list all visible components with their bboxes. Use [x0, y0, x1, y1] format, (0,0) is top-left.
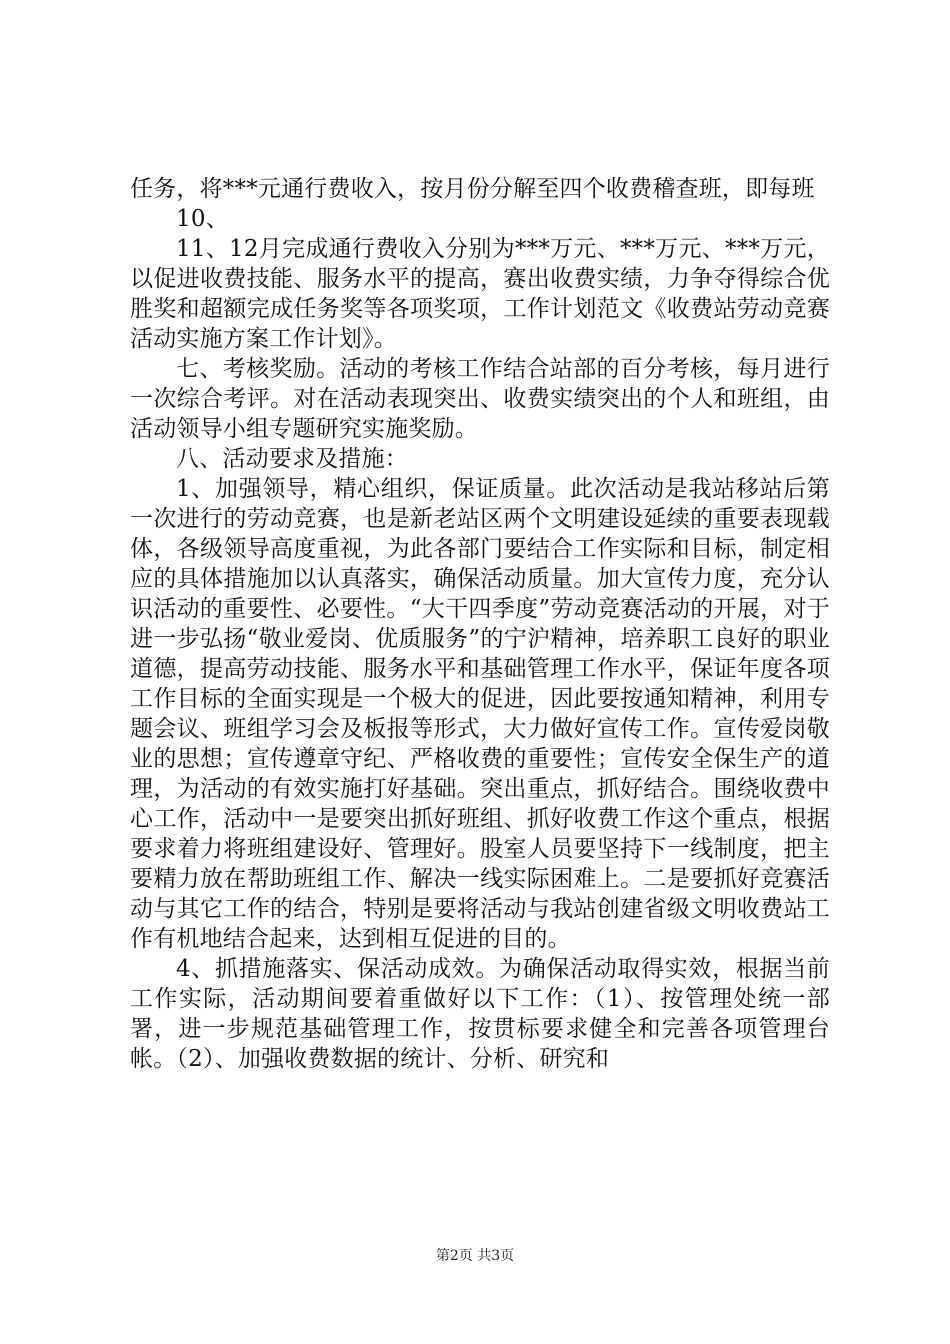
paragraph: 任务，将***元通行费收入，按月份分解至四个收费稽查班，即每班 — [130, 176, 815, 202]
paragraph: 4、抓措施落实、保活动成效。为确保活动取得实效，根据当前工作实际，活动期间要着重做好以下工作：（1）、按管理处统一部署，进一步规范基础管理工作，按贯标要求健全和完善各项管理台帐。（2）、加强收费数据的统计、分析、研究和 — [130, 956, 830, 1072]
paragraph: 10、 — [176, 206, 229, 232]
paragraph: 八、活动要求及措施： — [176, 446, 408, 472]
document-body — [130, 174, 830, 1074]
paragraph: 七、考核奖励。活动的考核工作结合站部的百分考核，每月进行一次综合考评。对在活动表现突出、收费实绩突出的个人和班组，由活动领导小组专题研究实施奖励。 — [130, 356, 830, 442]
paragraph: 11、12月完成通行费收入分别为***万元、***万元、***万元，以促进收费技能、服务水平的提高，赛出收费实绩，力争夺得综合优胜奖和超额完成任务奖等各项奖项，工作计划范文《收费站劳动竞赛活动实施方案工作计划》。 — [130, 236, 830, 352]
page-footer: 第2页 共3页 — [435, 1248, 515, 1264]
paragraph: 1、加强领导，精心组织，保证质量。此次活动是我站移站后第一次进行的劳动竞赛，也是新老站区两个文明建设延续的重要表现载体，各级领导高度重视，为此各部门要结合工作实际和目标，制定相应的具体措施加以认真落实，确保活动质量。加大宣传力度，充分认识活动的重要性、必要性。“大干四季度”劳动竞赛活动的开展，对于进一步弘扬“敬业爱岗、优质服务”的宁沪精神，培养职工良好的职业道德，提高劳动技能、服务水平和基础管理工作水平，保证年度各项工作目标的全面实现是一个极大的促进，因此要按通知精神，利用专题会议、班组学习会及板报等形式，大力做好宣传工作。宣传爱岗敬业的思想；宣传遵章守纪、严格收费的重要性；宣传安全保生产的道理，为活动的有效实施打好基础。突出重点，抓好结合。围绕收费中心工作，活动中一是要突出抓好班组、抓好收费工作这个重点，根据要求着力将班组建设好、管理好。股室人员要坚持下一线制度，把主要精力放在帮助班组工作、解决一线实际困难上。二是要抓好竞赛活动与其它工作的结合，特别是要将活动与我站创建省级文明收费站工作有机地结合起来，达到相互促进的目的。 — [130, 476, 830, 952]
